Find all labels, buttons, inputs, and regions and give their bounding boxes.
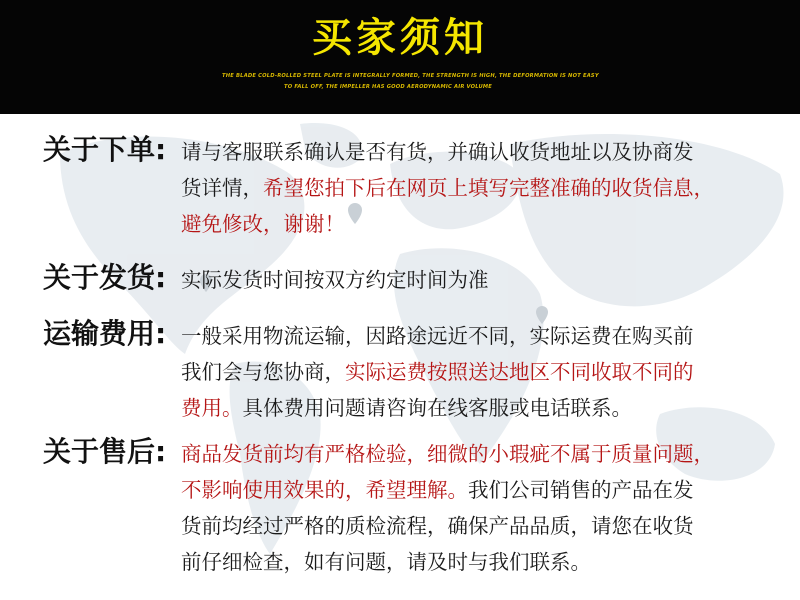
banner-subtitle-line-1: THE BLADE COLD-ROLLED STEEL PLATE IS INTEGRALLY FORMED, THE STRENGTH IS HIGH, THE DEFORMATION IS NOT EASY [222,73,599,79]
body-text: 货前均经过严格的质检流程，确保产品品质，请您在收货 [181,514,694,538]
banner-subtitle [222,71,622,93]
banner-subtitle-line-2: TO FALL OFF, THE IMPELLER HAS GOOD AERODYNAMIC AIR VOLUME [284,84,493,90]
body-text: 请与客服联系确认是否有货，并确认收货地址以及协商发 [181,140,694,164]
section-body [181,436,781,580]
text-line [181,436,781,472]
text-line [181,262,781,298]
emphasized-text: 避免修改，谢谢！ [181,212,345,236]
text-line [181,472,781,508]
section-body [181,262,781,298]
body-text: 前仔细检查，如有问题，请及时与我们联系。 [181,550,591,574]
section-label: 关于发货: [43,261,167,294]
emphasized-text: 实际运费按照送达地区不同收取不同的 [345,360,694,384]
notice-content [0,114,800,600]
emphasized-text: 不影响使用效果的，希望理解。 [181,478,468,502]
page-title: 买家须知 [312,15,488,61]
emphasized-text: 希望您拍下后在网页上填写完整准确的收货信息， [263,176,714,200]
text-line [181,508,781,544]
text-line [181,170,781,206]
text-line [181,318,781,354]
text-line [181,390,781,426]
section-label: 运输费用: [43,317,167,350]
emphasized-text: 费用。 [181,396,243,420]
text-line [181,544,781,580]
body-text: 实际发货时间按双方约定时间为准 [181,268,489,292]
body-text: 货详情， [181,176,263,200]
header-banner [0,0,800,114]
body-text: 我们会与您协商， [181,360,345,384]
section-body [181,134,781,242]
body-text: 我们公司销售的产品在发 [468,478,694,502]
text-line [181,354,781,390]
section-body [181,318,781,426]
text-line [181,206,781,242]
section-label: 关于售后: [43,435,167,468]
emphasized-text: 商品发货前均有严格检验，细微的小瑕疵不属于质量问题， [181,442,714,466]
section-label: 关于下单: [43,133,167,166]
text-line [181,134,781,170]
body-text: 具体费用问题请咨询在线客服或电话联系。 [242,396,632,420]
body-text: 一般采用物流运输，因路途远近不同，实际运费在购买前 [181,324,694,348]
